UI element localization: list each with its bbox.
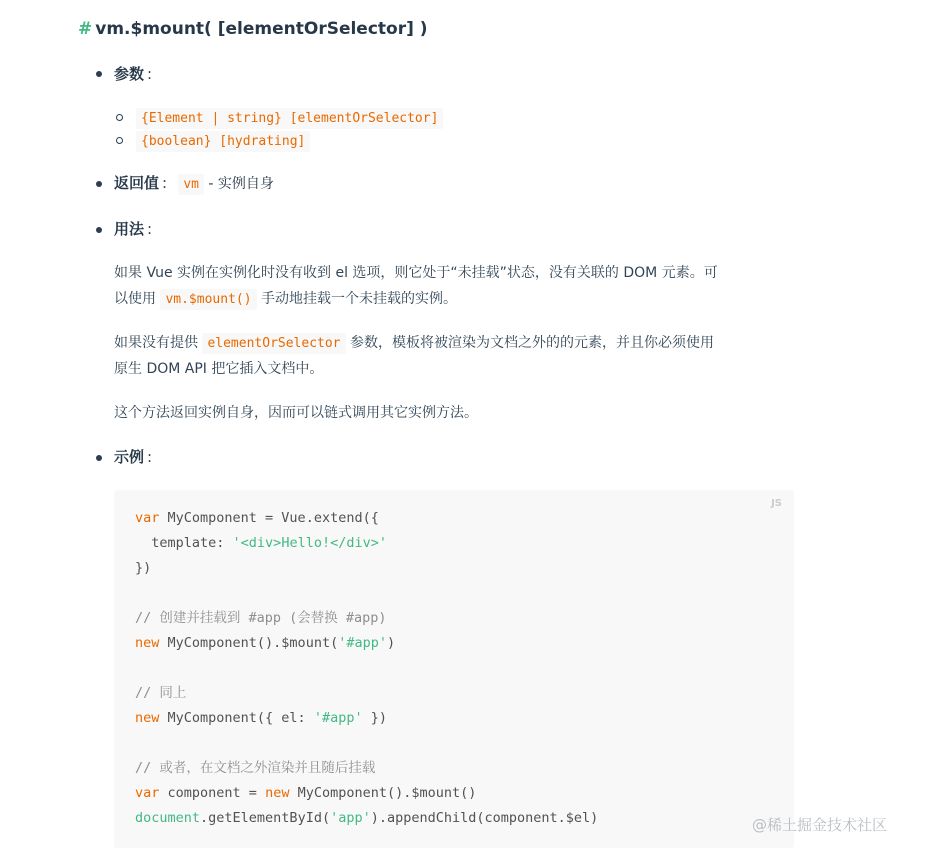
code-text: MyComponent().$mount(): [289, 785, 477, 801]
code-string: '<div>Hello!</div>': [232, 535, 387, 551]
usage-p1-code: vm.$mount(): [160, 289, 256, 310]
usage-p2-code: elementOrSelector: [202, 333, 345, 354]
code-string: 'app': [330, 810, 371, 826]
usage-label-text: 用法: [114, 220, 145, 238]
code-text: ).appendChild(component.$el): [370, 810, 599, 826]
code-line: [135, 506, 598, 531]
usage-p2-pre: 如果没有提供: [114, 335, 203, 351]
code-blank-line: [135, 581, 598, 606]
code-keyword: new: [135, 635, 160, 651]
usage-p1-pre: 以使用: [114, 291, 161, 307]
code-comment: // 或者，在文档之外渲染并且随后挂载: [135, 760, 376, 776]
example-label: [114, 446, 152, 468]
param-item-1-code: {Element | string} [elementOrSelector]: [136, 108, 443, 129]
returns-code: vm: [178, 174, 204, 195]
bullet-icon: [96, 71, 102, 77]
returns-label: 返回值: [114, 174, 160, 192]
code-line: [135, 631, 598, 656]
circle-bullet-icon: [116, 114, 123, 121]
usage-label: [114, 218, 152, 240]
code-text: MyComponent({ el:: [159, 710, 314, 726]
code-blank-line: [135, 656, 598, 681]
code-text: }): [362, 710, 387, 726]
code-text: MyComponent = Vue.extend({: [159, 510, 379, 526]
usage-p1-post: 手动地挂载一个未挂载的实例。: [256, 291, 457, 307]
param-item-2-code: {boolean} [hydrating]: [136, 131, 310, 152]
page-title-text: vm.$mount( [elementOrSelector] ): [95, 19, 428, 39]
code-keyword: var: [135, 510, 160, 526]
usage-paragraph-2-line-2: 原生 DOM API 把它插入文档中。: [114, 361, 324, 377]
returns-text: - 实例自身: [203, 176, 274, 192]
watermark: @稀土掘金技术社区: [752, 816, 888, 834]
code-comment: // 创建并挂载到 #app (会替换 #app): [135, 610, 387, 626]
code-block[interactable]: [114, 490, 794, 848]
returns-row: [114, 172, 274, 196]
usage-colon: :: [147, 220, 153, 238]
usage-p2-post: 参数，模板将被渲染为文档之外的的元素，并且你必须使用: [345, 335, 714, 351]
code-line: [135, 781, 598, 806]
language-badge: JS: [771, 498, 782, 509]
code-line: [135, 681, 598, 706]
params-label: [114, 63, 152, 85]
bullet-icon: [96, 181, 102, 187]
returns-colon: :: [162, 174, 168, 192]
code-keyword: new: [135, 710, 160, 726]
example-colon: :: [147, 448, 153, 466]
code-line: [135, 606, 598, 631]
code-content: [135, 506, 598, 831]
code-line: [135, 806, 598, 831]
usage-paragraph-1-line-2: [114, 286, 457, 313]
page-title: [78, 16, 428, 42]
usage-paragraph-1-line-1: 如果 Vue 实例在实例化时没有收到 el 选项，则它处于“未挂载”状态，没有关联的 DOM 元素。可: [114, 265, 718, 281]
code-keyword: new: [265, 785, 290, 801]
code-text: component =: [159, 785, 266, 801]
code-text: }): [135, 560, 152, 576]
code-line: [135, 706, 598, 731]
code-text: ): [386, 635, 396, 651]
code-builtin: document: [135, 810, 201, 826]
bullet-icon: [96, 227, 102, 233]
returns-value: [178, 176, 274, 192]
code-blank-line: [135, 731, 598, 756]
params-colon: :: [147, 65, 153, 83]
usage-paragraph-2-line-1: [114, 330, 714, 357]
code-line: [135, 531, 598, 556]
code-text: MyComponent().$mount(: [159, 635, 339, 651]
circle-bullet-icon: [116, 137, 123, 144]
code-comment: // 同上: [135, 685, 187, 701]
code-string: '#app': [338, 635, 387, 651]
code-text: .getElementById(: [200, 810, 331, 826]
code-line: [135, 556, 598, 581]
example-label-text: 示例: [114, 448, 145, 466]
code-keyword: var: [135, 785, 160, 801]
code-line: [135, 756, 598, 781]
param-item-2: [136, 128, 310, 155]
params-label-text: 参数: [114, 65, 145, 83]
code-text: template:: [135, 535, 233, 551]
bullet-icon: [96, 455, 102, 461]
anchor-hash-link[interactable]: #: [78, 19, 93, 39]
code-string: '#app': [313, 710, 363, 726]
usage-paragraph-3: 这个方法返回实例自身，因而可以链式调用其它实例方法。: [114, 405, 478, 421]
